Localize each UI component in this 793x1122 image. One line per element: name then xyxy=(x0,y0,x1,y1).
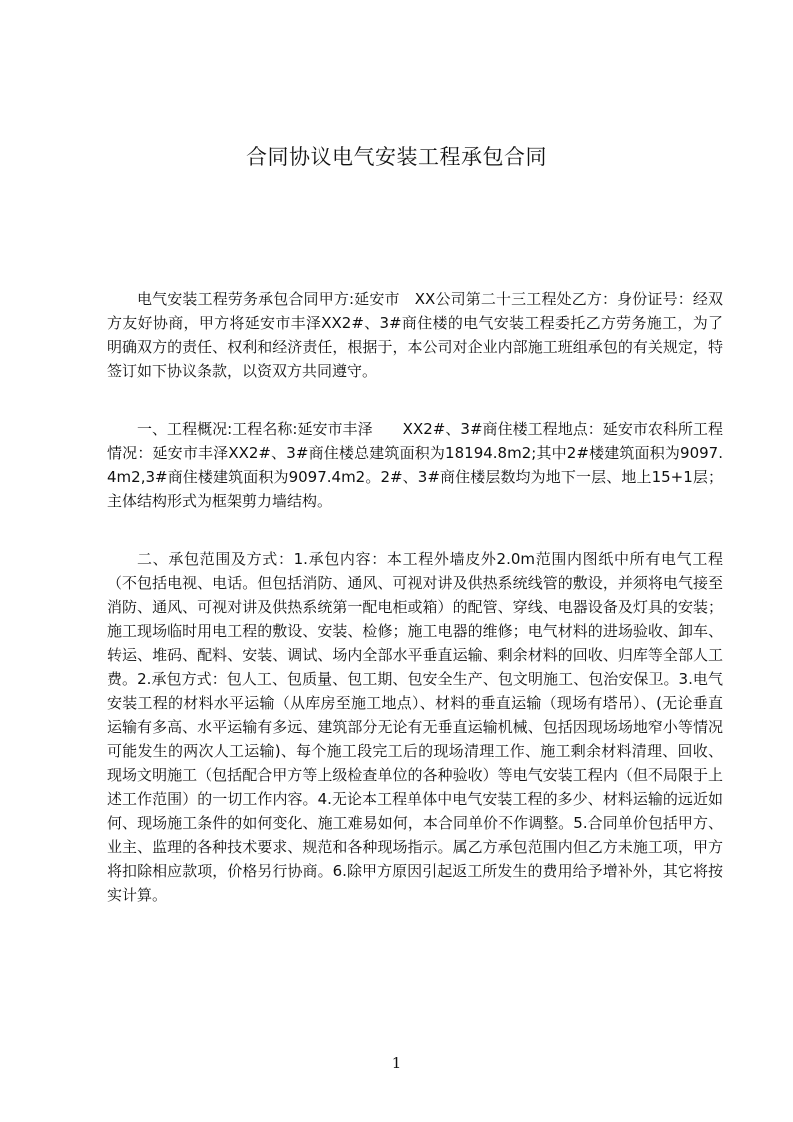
document-body xyxy=(107,287,723,941)
paragraph-intro: 电气安装工程劳务承包合同甲方:延安市 XX公司第二十三工程处乙方：身份证号：经双方友好协商，甲方将延安市丰泽XX2#、3#商住楼的电气安装工程委托乙方劳务施工，为了明确双方的责任、权利和经济责任，根据于，本公司对企业内部施工班组承包的有关规定，特签订如下协议条款，以资双方共同遵守。 xyxy=(107,290,723,380)
paragraph-project-overview: 一、工程概况:工程名称:延安市丰泽 XX2#、3#商住楼工程地点：延安市农科所工程情况：延安市丰泽XX2#、3#商住楼总建筑面积为18194.8m2;其中2#楼建筑面积为9097.4m2,3#商住楼建筑面积为9097.4m2。2#、3#商住楼层数均为地下一层、地上15+1层；主体结构形式为框架剪力墙结构。 xyxy=(107,420,723,510)
page-number: 1 xyxy=(391,1054,402,1072)
paragraph-scope-and-method: 二、承包范围及方式：1.承包内容：本工程外墙皮外2.0m范围内图纸中所有电气工程（不包括电视、电话。但包括消防、通风、可视对讲及供热系统线管的敷设，并须将电气接至消防、通风、可视对讲及供热系统第一配电柜或箱）的配管、穿线、电器设备及灯具的安装；施工现场临时用电工程的敷设、安装、检修；施工电器的维修；电气材料的进场验收、卸车、转运、堆码、配料、安装、调试、场内全部水平垂直运输、剩余材料的回收、归库等全部人工费。2.承包方式：包人工、包质量、包工期、包安全生产、包文明施工、包治安保卫。3.电气安装工程的材料水平运输（从库房至施工地点）、材料的垂直运输（现场有塔吊）、(无论垂直运输有多高、水平运输有多远、建筑部分无论有无垂直运输机械、包括因现场场地窄小等情况可能发生的两次人工运输)、每个施工段完工后的现场清理工作、施工剩余材料清理、回收、现场文明施工（包括配合甲方等上级检查单位的各种验收）等电气安装工程内（但不局限于上述工作范围）的一切工作内容。4.无论本工程单体中电气安装工程的多少、材料运输的远近如何、现场施工条件的如何变化、施工难易如何，本合同单价不作调整。5.合同单价包括甲方、业主、监理的各种技术要求、规范和各种现场指示。属乙方承包范围内但乙方未施工项，甲方将扣除相应款项，价格另行协商。6.除甲方原因引起返工所发生的费用给予增补外，其它将按实计算。 xyxy=(107,550,723,904)
document-title: 合同协议电气安装工程承包合同 xyxy=(246,145,547,169)
